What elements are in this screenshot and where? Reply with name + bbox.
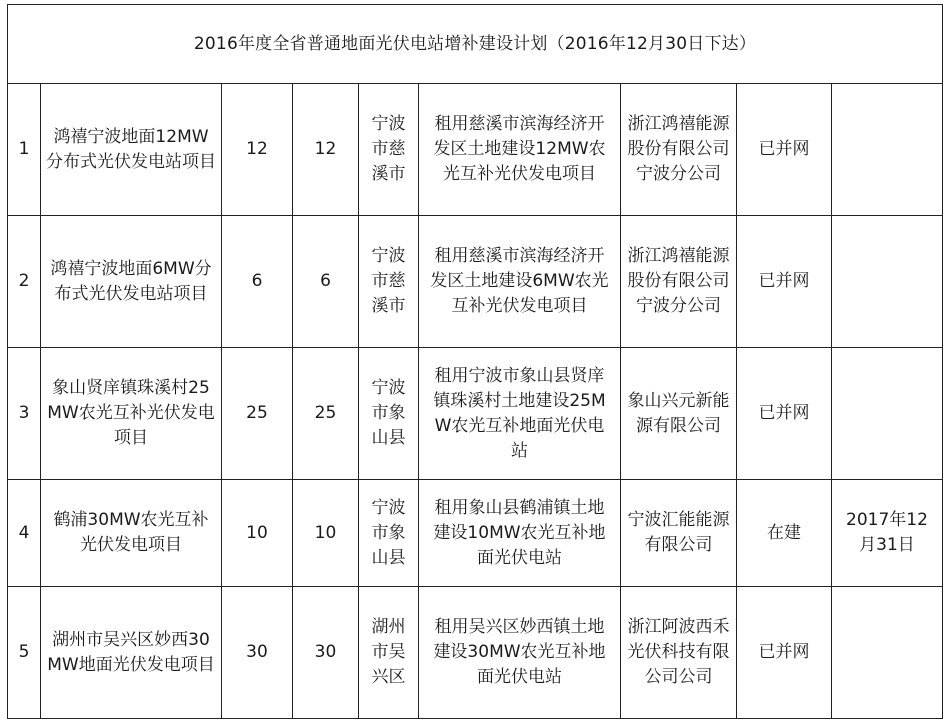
row-number: 2 [8, 216, 41, 348]
project-location: 宁波市慈溪市 [371, 114, 406, 184]
project-status: 已并网 [737, 348, 832, 480]
project-name: 鸿禧宁波地面12MW分布式光伏发电站项目 [46, 126, 216, 172]
project-status: 已并网 [737, 216, 832, 348]
project-capacity: 30 [293, 587, 359, 719]
table-row [8, 84, 943, 216]
table-title: 2016年度全省普通地面光伏电站增补建设计划（2016年12月30日下达） [8, 5, 943, 84]
project-scale: 6 [222, 216, 293, 348]
project-capacity: 10 [293, 480, 359, 587]
project-scale: 12 [222, 84, 293, 216]
project-name: 湖州市吴兴区妙西30MW地面光伏发电项目 [47, 629, 215, 675]
project-capacity: 6 [293, 216, 359, 348]
project-company: 宁波汇能能源有限公司 [627, 510, 730, 555]
row-number: 5 [8, 587, 41, 719]
row-number: 1 [8, 84, 41, 216]
project-description: 租用慈溪市滨海经济开发区土地建设6MW农光互补光伏发电项目 [430, 246, 609, 316]
project-capacity: 12 [293, 84, 359, 216]
project-location: 宁波市慈溪市 [371, 246, 406, 316]
project-status: 已并网 [737, 587, 832, 719]
project-company: 浙江阿波西禾光伏科技有限公司公司 [627, 617, 730, 687]
project-status: 已并网 [737, 84, 832, 216]
table-row [8, 587, 943, 719]
project-scale: 25 [222, 348, 293, 480]
project-description: 租用吴兴区妙西镇土地建设30MW农光互补地面光伏电站 [433, 617, 606, 687]
project-scale: 10 [222, 480, 293, 587]
project-company: 浙江鸿禧能源股份有限公司宁波分公司 [627, 246, 730, 316]
project-location: 湖州市吴兴区 [371, 617, 406, 687]
plan-table [7, 4, 943, 719]
table-row [8, 216, 943, 348]
project-name: 鹤浦30MW农光互补光伏发电项目 [53, 510, 209, 555]
project-status: 在建 [737, 480, 832, 587]
project-company: 象山兴元新能源有限公司 [627, 390, 730, 436]
project-capacity: 25 [293, 348, 359, 480]
project-name: 象山贤庠镇珠溪村25MW农光互补光伏发电项目 [47, 378, 215, 448]
project-name: 鸿禧宁波地面6MW分布式光伏发电站项目 [50, 258, 212, 304]
project-scale: 30 [222, 587, 293, 719]
project-company: 浙江鸿禧能源股份有限公司宁波分公司 [627, 114, 730, 184]
project-location: 宁波市象山县 [371, 497, 406, 568]
row-number: 3 [8, 348, 41, 480]
project-description: 租用象山县鹤浦镇土地建设10MW农光互补地面光伏电站 [433, 497, 606, 568]
project-description: 租用宁波市象山县贤庠镇珠溪村土地建设25MW农光互补地面光伏电站 [433, 365, 606, 461]
project-location: 宁波市象山县 [371, 378, 406, 448]
row-number: 4 [8, 480, 41, 587]
project-completion-date: 2017年12月31日 [846, 510, 928, 555]
table-row [8, 480, 943, 587]
table-row [8, 348, 943, 480]
project-description: 租用慈溪市滨海经济开发区土地建设12MW农光互补光伏发电项目 [433, 114, 606, 184]
